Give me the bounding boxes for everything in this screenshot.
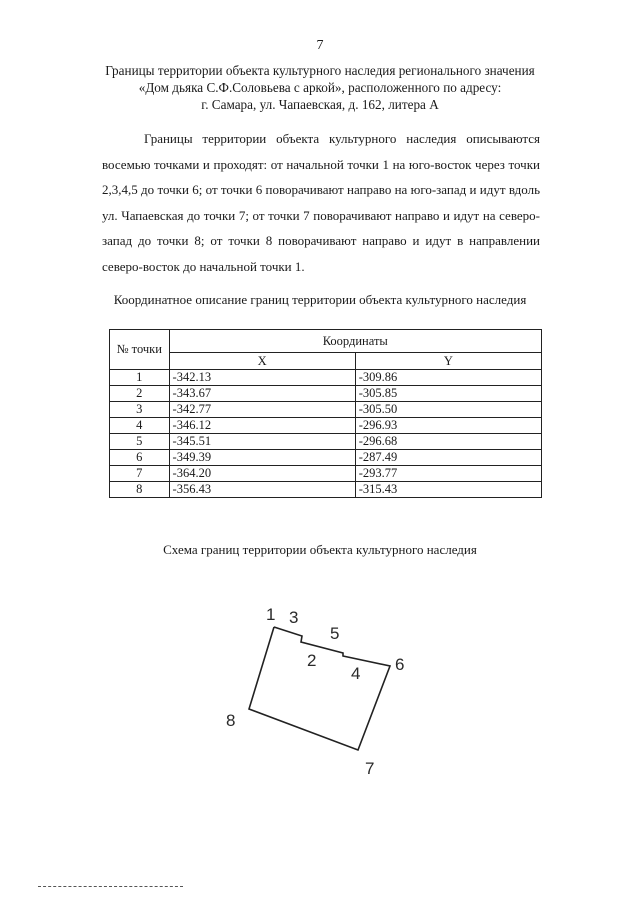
point-number: 6 xyxy=(110,450,170,466)
point-number: 7 xyxy=(110,466,170,482)
y-value: -293.77 xyxy=(355,466,541,482)
y-value: -305.50 xyxy=(355,402,541,418)
x-value: -345.51 xyxy=(169,434,355,450)
table-row xyxy=(110,418,542,434)
table-row xyxy=(110,466,542,482)
coordinates-header: Координаты xyxy=(169,330,541,353)
point-label: 7 xyxy=(365,759,375,778)
table-row xyxy=(110,482,542,498)
point-label: 8 xyxy=(226,711,236,730)
y-value: -305.85 xyxy=(355,386,541,402)
table-row xyxy=(110,450,542,466)
title-line: г. Самара, ул. Чапаевская, д. 162, литера А xyxy=(201,97,439,112)
y-value: -309.86 xyxy=(355,370,541,386)
point-label: 2 xyxy=(307,651,317,670)
x-value: -342.13 xyxy=(169,370,355,386)
point-label: 1 xyxy=(266,605,276,624)
title-line: «Дом дьяка С.Ф.Соловьева с аркой», расположенного по адресу: xyxy=(138,80,502,95)
point-number: 8 xyxy=(110,482,170,498)
x-value: -342.77 xyxy=(169,402,355,418)
point-number: 2 xyxy=(110,386,170,402)
point-number: 4 xyxy=(110,418,170,434)
scheme-caption: Схема границ территории объекта культурного наследия xyxy=(163,542,477,557)
boundary-scheme xyxy=(215,590,415,790)
y-header: Y xyxy=(355,353,541,370)
x-value: -346.12 xyxy=(169,418,355,434)
point-label: 6 xyxy=(395,655,405,674)
y-value: -315.43 xyxy=(355,482,541,498)
point-label: 4 xyxy=(351,664,361,683)
x-value: -356.43 xyxy=(169,482,355,498)
boundary-description: Границы территории объекта культурного наследия описываются восемью точками и проходят: от начальной точки 1 на юго-восток через точки 2,3,4,5 до точки 6; от точки 6 поворачивают направо на юго-запад и идут вдоль ул. Чапаевская до точки 7; от точки 7 поворачивают направо и идут на северо-запад до точки 8; от точки 8 поворачивают направо и идут в направлении северо-восток до начальной точки 1. xyxy=(102,131,540,274)
x-value: -349.39 xyxy=(169,450,355,466)
table-row xyxy=(110,402,542,418)
x-value: -364.20 xyxy=(169,466,355,482)
x-header: X xyxy=(169,353,355,370)
table-row xyxy=(110,370,542,386)
y-value: -287.49 xyxy=(355,450,541,466)
y-value: -296.68 xyxy=(355,434,541,450)
title-line: Границы территории объекта культурного наследия регионального значения xyxy=(105,63,535,78)
document-title xyxy=(60,62,580,113)
point-number: 1 xyxy=(110,370,170,386)
table-row xyxy=(110,386,542,402)
boundary-polygon xyxy=(249,627,390,750)
point-number: 5 xyxy=(110,434,170,450)
table-row xyxy=(110,434,542,450)
y-value: -296.93 xyxy=(355,418,541,434)
footer-separator xyxy=(38,886,183,887)
point-label: 5 xyxy=(330,624,340,643)
coordinates-table xyxy=(109,329,542,498)
point-label: 3 xyxy=(289,608,299,627)
point-number: 3 xyxy=(110,402,170,418)
x-value: -343.67 xyxy=(169,386,355,402)
page-number: 7 xyxy=(316,38,324,53)
point-number-header: № точки xyxy=(110,330,170,370)
table-caption: Координатное описание границ территории объекта культурного наследия xyxy=(113,292,527,307)
